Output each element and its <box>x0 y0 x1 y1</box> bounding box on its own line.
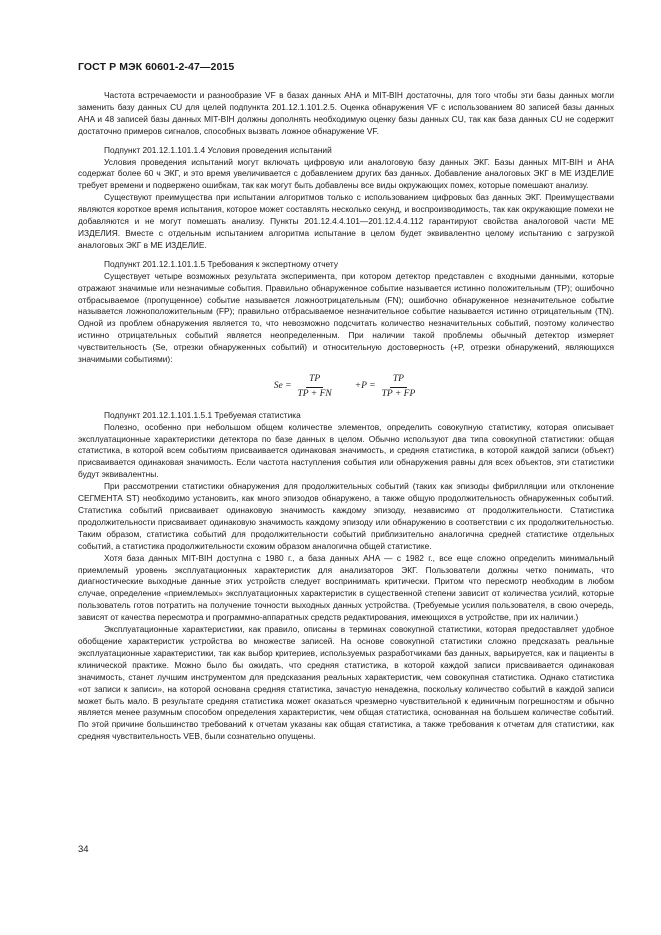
document-header: ГОСТ Р МЭК 60601-2-47—2015 <box>78 61 235 73</box>
pp-formula <box>355 374 419 401</box>
sensitivity-formula <box>78 374 614 401</box>
paragraph-duration-statistics: При рассмотрении статистики обнаружения для продолжительных событий (таких как эпизоды фибрилляции или отклонение СЕГМЕНТА ST) необходимо установить, как много эпизодов обнаружено, а также общую продолжительность обнаруженных событий. Статистика событий присваивает одинаковую значимость каждому эпизоду, независимо от продолжительности. Статистика продолжительности присваивает одинаковую значимость каждому эпизоду или обнаружению в соответствии с их продолжительностью. Таким образом, статистика событий для продолжительности событий приблизительно аналогична средней статистике отдельных событий, а статистика продолжительности схожим образом аналогична общей статистике. <box>78 481 614 551</box>
subclause-heading-expert-report: Подпункт 201.12.1.101.1.5 Требования к экспертному отчету <box>104 258 338 269</box>
paragraph-aggregate-statistics: Полезно, особенно при небольшом общем количестве элементов, определить совокупную статистику, которая описывает эксплуатационные характеристики детектора по базе данных в целом. Обычно используют два типа совокупной статистики: общая статистика, в которой всем событиям присваивается одинаковая значимость, и средняя статистика, в которой каждой записи (объект) присваивается одинаковая значимость. Если частота наступления события или обнаружения равны для всех объектов, эти статистики будут эквивалентны. <box>78 421 614 480</box>
page-number: 34 <box>78 844 89 855</box>
pp-denominator: TP + FP <box>381 388 416 399</box>
se-fraction <box>295 374 335 401</box>
paragraph-vf-databases: Частота встречаемости и разнообразие VF в базах данных AHA и MIT-BIH достаточны, для того чтобы эти базы данных могли заменить базу данных CU для целей подпункта 201.12.1.101.2.5. Оценка обнаружения VF с использованием 80 записей базы данных AHA и 48 записей базы данных MIT-BIH должны дополнять необходимую оценку базы данных CU, так как база данных CU не содержит достаточно примеров сигналов, способных вызвать ложное обнаружение VF. <box>78 90 614 136</box>
se-denominator: TP + FN <box>297 388 332 399</box>
pp-fraction <box>379 374 419 401</box>
paragraph-acceptable-performance: Хотя база данных MIT-BIH доступна с 1980 г., а база данных AHA — с 1982 г., все еще сложно определить минимальный приемлемый уровень эксплуатационных характеристик для анализаторов ЭКГ. Пользователи должны четко понимать, что диагностические выходные данные этих устройств следует воспринимать критически. Притом что пересмотр необходим в любом случае, определение «приемлемых» эксплуатационных характеристик в существенной степени зависит от количества усилий, которые пользователь готов потратить на получение точности выходных данных устройства. (Требуемые усилия пользователя, в свою очередь, зависят от качества пересмотра и программно-аппаратных средств редактирования, имеющихся в устройстве, при их наличии.) <box>78 552 614 623</box>
document-body <box>78 90 614 743</box>
subclause-heading-required-statistics: Подпункт 201.12.1.101.1.5.1 Требуемая статистика <box>104 409 301 420</box>
paragraph-performance-characteristics: Эксплуатационные характеристики, как правило, описаны в терминах совокупной статистики, которая предоставляет удобное обобщение характеристик устройства во множестве записей. На основе совокупной статистики сложно предсказать реальные эксплуатационные характеристики, так как выбор критериев, используемых разработчиками баз данных, варьируется, как и пациенты в клинической практике. Можно было бы ожидать, что средняя статистика, в которой каждой записи присваивается одинаковая значимость, станет лучшим инструментом для предсказания реальных характеристик, чем совокупная статистика. Однако статистика «от записи к записи», на которой основана средняя статистика, зачастую ненадежна, поскольку количество событий в каждой записи может быть мало. В результате средняя статистика может оказаться чрезмерно чувствительной к единичным погрешностям и обычно является менее разумным способом определения характеристик, чем общая статистика, основанная на большем количестве событий. По этой причине большинство требований к отчетам указаны как общая статистика, а также требования к отчетам для статистики, как средняя чувствительность VEB, были сознательно опущены. <box>78 624 614 742</box>
paragraph-test-conditions: Условия проведения испытаний могут включать цифровую или аналоговую базу данных ЭКГ. Базы данных MIT-BIH и AHA содержат более 60 ч ЭКГ, и это время увеличивается с добавлением других баз данных. Добавление аналоговых ЭКГ в МЕ ИЗДЕЛИЕ требует времени и подвержено ошибкам, так как могут быть добавлены все виды окружающих помех, которые помешают анализу. <box>78 156 614 191</box>
paragraph-digital-advantages: Существуют преимущества при испытании алгоритмов только с использованием цифровых баз данных ЭКГ. Преимуществами являются короткое время испытания, которое может составлять несколько секунд, и воспроизводимость, так как окружающие помехи не добавляются и не могут помешать анализу. Пункты 201.12.4.4.101—201.12.4.4.112 гарантируют свойства аналоговой части МЕ ИЗДЕЛИЯ. Вместе с отдельным испытанием алгоритма испытание в целом будет эквивалентно целому испытанию с загрузкой аналоговых ЭКГ в МЕ ИЗДЕЛИЕ. <box>78 192 614 250</box>
paragraph-outcomes: Существует четыре возможных результата эксперимента, при котором детектор представлен с входными данными, которые отражают значимые или незначимые события. Правильно обнаруженное событие называется истинно положительным (TP); ошибочно отбрасываемое (пропущенное) событие называется ложноотрицательным (FN); ошибочно обнаруженное незначительное событие называется ложноположительным (FP); правильно отбрасываемое незначительное событие называется истинно отрицательным (TN). Одной из проблем обнаружения является то, что невозможно подсчитать количество незначительных событий, поэтому количество истинно отрицательных событий является неопределенным. При наличии такой проблемы обычный детектор измеряет чувствительность (Se, отрезки обнаруженных событий) и относительную достоверность (+P, отрезки обнаружений, являющихся значимыми событиями): <box>78 270 614 365</box>
se-formula <box>274 374 335 401</box>
pp-numerator: TP <box>390 374 407 388</box>
pp-lhs: +P = <box>354 381 376 392</box>
se-numerator: TP <box>306 374 323 388</box>
subclause-heading-test-conditions: Подпункт 201.12.1.101.1.4 Условия проведения испытаний <box>104 144 332 155</box>
se-lhs: Se = <box>273 381 292 392</box>
